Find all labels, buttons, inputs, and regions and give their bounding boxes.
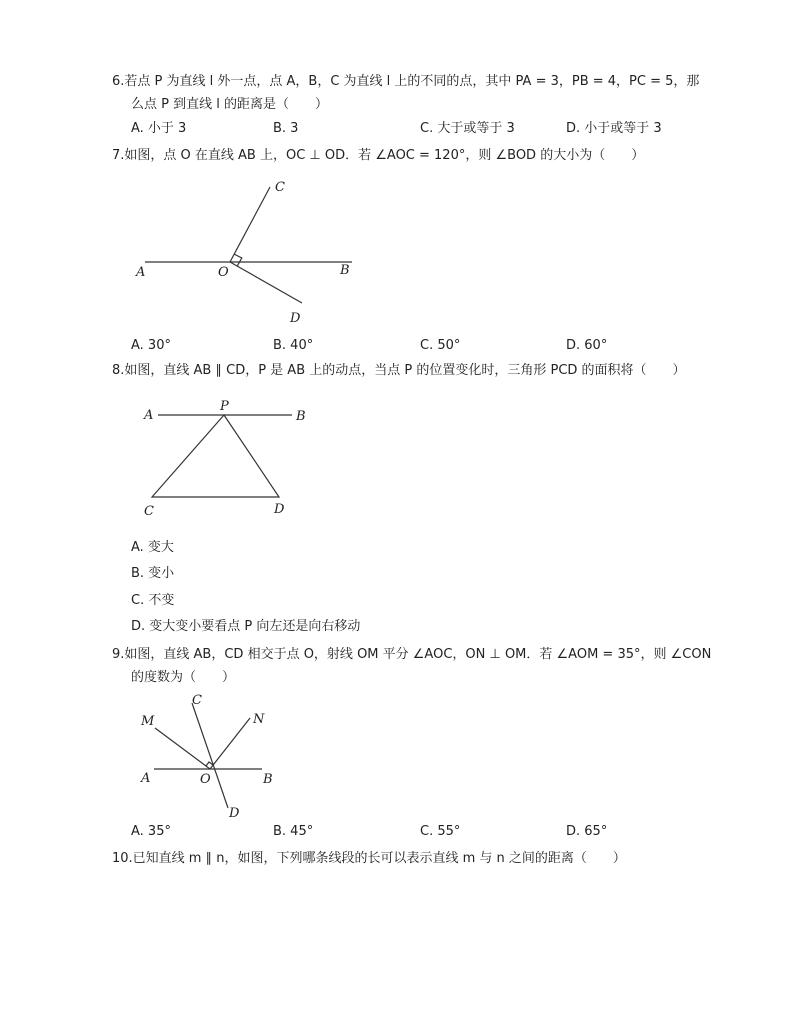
q6-option-c: C. 大于或等于 3 <box>420 121 515 136</box>
q8-triangle-pcd <box>152 415 279 497</box>
q8-figure <box>130 395 330 525</box>
q7-label-b: B <box>340 263 350 278</box>
q7-label-d: D <box>290 311 301 326</box>
q9-label-o: O <box>200 772 211 787</box>
q6-option-d: D. 小于或等于 3 <box>566 121 662 136</box>
q8-option-b: B. 变小 <box>131 566 175 581</box>
q6-stem-line1: 6.若点 P 为直线 l 外一点，点 A，B，C 为直线 l 上的不同的点，其中 PA = 3，PB = 4，PC = 5，那 <box>112 74 700 89</box>
q7-option-d: D. 60° <box>566 338 608 353</box>
q9-option-c: C. 55° <box>420 824 461 839</box>
q7-option-c: C. 50° <box>420 338 461 353</box>
q8-label-d: D <box>274 502 285 517</box>
q7-label-o: O <box>218 265 229 280</box>
q8-option-c: C. 不变 <box>131 593 175 608</box>
q7-ray-oc <box>230 187 270 262</box>
q7-figure <box>130 170 370 330</box>
q9-label-m: M <box>141 714 155 729</box>
q9-label-c: C <box>192 693 202 708</box>
q7-option-a: A. 30° <box>131 338 171 353</box>
q9-option-a: A. 35° <box>131 824 171 839</box>
q9-option-b: B. 45° <box>273 824 314 839</box>
q9-label-d: D <box>229 806 240 821</box>
q9-figure <box>130 690 290 825</box>
q7-label-c: C <box>275 180 285 195</box>
q7-option-b: B. 40° <box>273 338 314 353</box>
q8-label-b: B <box>296 409 306 424</box>
q8-label-p: P <box>220 399 229 414</box>
q9-ray-om <box>155 728 210 769</box>
q8-option-d: D. 变大变小要看点 P 向左还是向右移动 <box>131 619 361 634</box>
q9-ray-on <box>210 718 250 769</box>
q6-option-a: A. 小于 3 <box>131 121 187 136</box>
q8-label-c: C <box>144 504 154 519</box>
q6-option-b: B. 3 <box>273 121 299 136</box>
q6-stem-line2: 么点 P 到直线 l 的距离是（ ） <box>131 97 328 112</box>
q9-label-n: N <box>253 712 265 727</box>
q9-label-b: B <box>263 772 273 787</box>
q8-label-a: A <box>144 408 154 423</box>
q9-stem-line1: 9.如图，直线 AB，CD 相交于点 O，射线 OM 平分 ∠AOC，ON ⊥ OM．若 ∠AOM = 35°，则 ∠CON <box>112 647 712 662</box>
q7-label-a: A <box>136 265 146 280</box>
q9-line-cd <box>192 703 228 808</box>
q8-option-a: A. 变大 <box>131 540 174 555</box>
q7-stem: 7.如图，点 O 在直线 AB 上，OC ⊥ OD．若 ∠AOC = 120°，则 ∠BOD 的大小为（ ） <box>112 148 645 163</box>
q7-ray-od <box>230 262 302 303</box>
q9-stem-line2: 的度数为（ ） <box>131 670 236 685</box>
q10-stem: 10.已知直线 m ∥ n，如图，下列哪条线段的长可以表示直线 m 与 n 之间的距离（ ） <box>112 851 626 866</box>
q8-stem: 8.如图，直线 AB ∥ CD，P 是 AB 上的动点，当点 P 的位置变化时，三角形 PCD 的面积将（ ） <box>112 363 686 378</box>
q9-label-a: A <box>141 771 151 786</box>
q9-option-d: D. 65° <box>566 824 608 839</box>
